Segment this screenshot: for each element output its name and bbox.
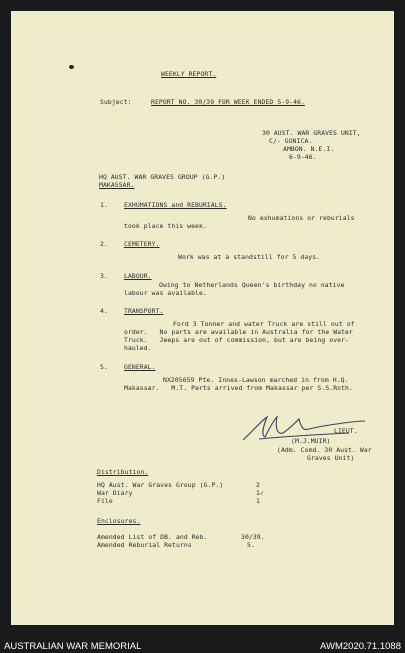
section-1-number: 1. <box>100 201 108 209</box>
subject-label: Subject: <box>100 98 132 106</box>
enclosures-heading: Enclosures. <box>97 517 141 525</box>
report-title: WEEKLY REPORT. <box>161 70 217 78</box>
to-line-1: HQ AUST. WAR GRAVES GROUP (G.P.) <box>99 173 226 181</box>
enclosure-value-1: 30/39. <box>241 533 265 541</box>
section-2-heading: CEMETERY. <box>124 240 160 248</box>
section-2-number: 2. <box>100 240 108 248</box>
distribution-heading: Distribution. <box>97 468 149 476</box>
distribution-item-1: HQ Aust. War Graves Group (G.P.) <box>97 481 224 489</box>
from-line-1: 30 AUST. WAR GRAVES UNIT, <box>262 129 361 137</box>
section-5-number: 5. <box>100 363 108 371</box>
document-page <box>11 11 394 625</box>
from-line-3: AMBON. N.E.I. <box>283 145 335 153</box>
signature-name: (M.J.MUIR) <box>291 437 331 445</box>
section-1-line-1: No exhumations or reburials <box>248 214 355 222</box>
footer-institution: AUSTRALIAN WAR MEMORIAL <box>4 641 142 652</box>
section-5-heading: GENERAL. <box>124 363 156 371</box>
ink-mark <box>69 65 74 69</box>
section-4-number: 4. <box>100 307 108 315</box>
signature-role-line-2: Graves Unit) <box>307 454 355 462</box>
section-2-line-1: Work was at a standstill for 5 days. <box>178 253 321 261</box>
enclosure-item-1: Amended List of DB. and Reb. <box>97 533 208 541</box>
section-3-number: 3. <box>100 272 108 280</box>
signature-rank: LIEUT. <box>334 427 358 435</box>
distribution-count-2: 1✓ <box>256 489 264 497</box>
section-4-line-1: Ford 3 Tonner and water Truck are still out of <box>173 320 355 328</box>
section-4-line-3: Truck. Jeeps are out of commission, but are being over- <box>124 336 350 344</box>
enclosure-item-2: Amended Reburial Returns <box>97 541 192 549</box>
section-1-heading: EXHUMATIONS and REBURIALS. <box>124 201 227 209</box>
distribution-item-3: File <box>97 497 113 505</box>
section-5-line-2: Makassar. M.T. Parts arrived from Makassar per S.S.Roth. <box>124 384 353 392</box>
section-4-line-2: order. No parts are available in Australia for the Water <box>124 328 353 336</box>
subject-text: REPORT NO. 30/39 FOR WEEK ENDED 5-9-46. <box>151 98 305 106</box>
section-5-line-1: NX205659 Pte. Innes-Lawson marched in from H.Q. <box>163 376 349 384</box>
section-1-line-2: took place this week. <box>124 222 207 230</box>
from-line-2: C/- GONICA. <box>269 137 313 145</box>
from-line-4: 6-9-46. <box>289 153 317 161</box>
distribution-item-2: War Diary <box>97 489 133 497</box>
section-4-line-4: hauled. <box>124 344 152 352</box>
distribution-count-1: 2 <box>256 481 260 489</box>
section-4-heading: TRANSPORT. <box>124 307 164 315</box>
footer-accession-number: AWM2020.71.1088 <box>320 641 401 652</box>
distribution-count-3: 1 <box>256 497 260 505</box>
section-3-heading: LABOUR. <box>124 272 152 280</box>
archive-footer <box>0 633 405 653</box>
enclosure-value-2: 5. <box>247 541 255 549</box>
section-3-line-1: Owing to Netherlands Queen's birthday no native <box>159 281 345 289</box>
signature-role-line-1: (Adm. Comd. 30 Aust. War <box>277 446 372 454</box>
section-3-line-2: labour was available. <box>124 289 207 297</box>
to-line-2: MAKASSAR. <box>99 181 135 189</box>
